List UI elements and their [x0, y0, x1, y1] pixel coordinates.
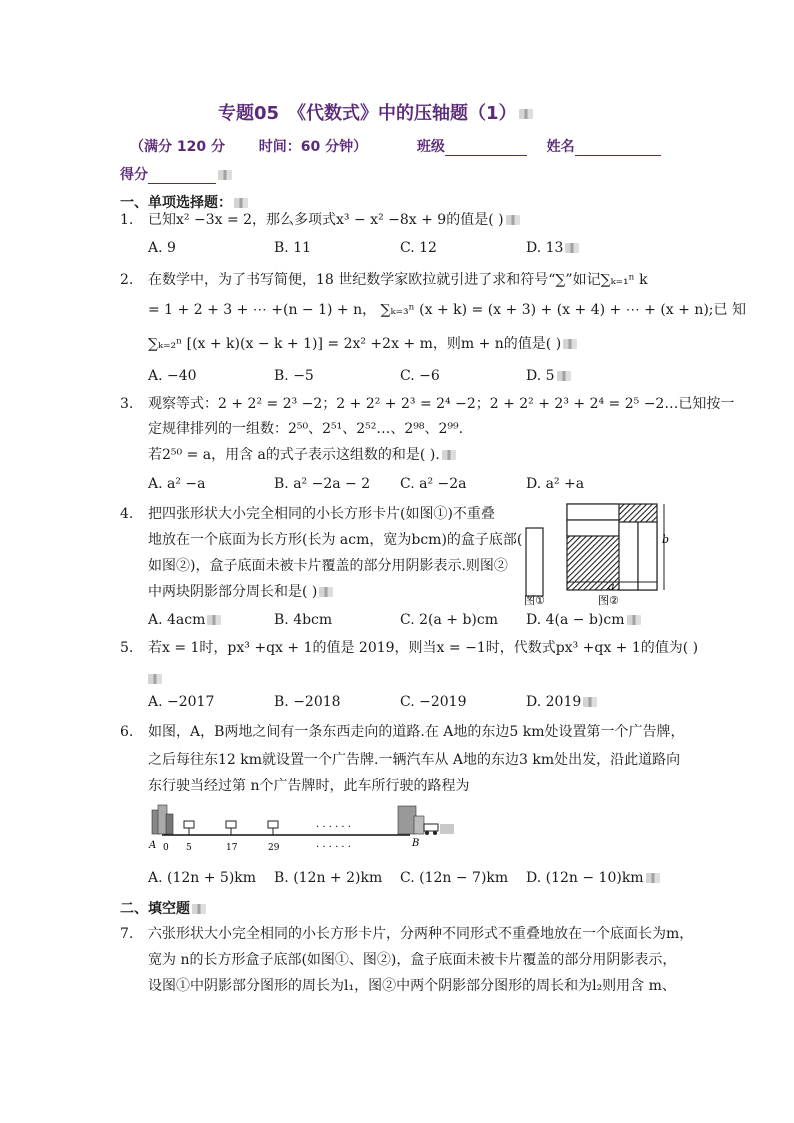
billboard-icon [226, 821, 236, 835]
point-a-label: A [149, 840, 157, 851]
billboard-icon [268, 821, 278, 835]
q1-stem: 已知x² −3x = 2，那么多项式x³ − x² −8x + 9的值是( ) [148, 212, 504, 228]
q3-line3 [148, 447, 456, 463]
q6-option-a[interactable]: A. (12n + 5)km [148, 870, 257, 886]
watermark-icon [563, 339, 577, 349]
q4-line4 [148, 584, 333, 600]
q5-text: 若x = 1时，px³ +qx + 1的值是 2019，则当x = −1时，代数式px³ +qx + 1的值为( ) [148, 640, 699, 656]
q5-mark [146, 668, 162, 687]
q2-option-b[interactable]: B. −5 [274, 368, 314, 384]
q3-line2: 定规律排列的一组数：2⁵⁰、2⁵¹、2⁵²…、2⁹⁸、2⁹⁹. [148, 421, 464, 437]
watermark-icon [218, 170, 232, 180]
tick-0: 0 [163, 843, 169, 853]
section-choice-label: 一、单项选择题： [120, 195, 232, 211]
watermark-icon [442, 450, 456, 460]
title-text: 专题05 《代数式》中的压轴题（1） [218, 103, 517, 124]
q2-option-a[interactable]: A. −40 [148, 368, 197, 384]
q4-option-b[interactable]: B. 4bcm [274, 612, 333, 628]
fig1-card [526, 528, 543, 596]
section-fill-label: 二、填空题 [120, 901, 190, 917]
watermark-icon [319, 587, 333, 597]
q4-line3: 如图②)，盒子底面未被卡片覆盖的部分用阴影表示.则图② [148, 558, 508, 574]
q1-option-d[interactable] [526, 240, 579, 256]
q2-option-d[interactable] [526, 368, 571, 384]
q7-line3: 设图①中阴影部分图形的周长为l₁，图②中两个阴影部分图形的周长和为l₂则用含 m、 [148, 978, 676, 994]
car-icon [424, 824, 438, 835]
grade-row [120, 164, 232, 184]
watermark-icon [440, 824, 454, 834]
fig2-card-top1 [567, 504, 619, 520]
watermark-icon [148, 674, 162, 684]
section-choice [120, 192, 248, 212]
fig2-b-label: b [662, 533, 670, 546]
q4-option-d-label: D. 4(a − b)cm [526, 612, 625, 628]
q6-line3: 东行驶当经过第 n个广告牌时，此车所行驶的路程为 [148, 778, 470, 794]
fig2-card-v2 [638, 522, 657, 590]
q3-option-b[interactable]: B. a² −2a − 2 [274, 476, 371, 492]
tick-29: 29 [268, 843, 280, 853]
q3-option-a[interactable]: A. a² −a [148, 476, 206, 492]
grade-field[interactable] [148, 168, 216, 184]
q2-line3-text: ∑ₖ₌₂ⁿ [(x + k)(x − k + 1)] = 2x² +2x + m，则m + n的值是( ) [148, 336, 562, 352]
fig2-a-label: a [608, 580, 615, 593]
class-label: 班级 [416, 139, 445, 155]
time-limit: 时间：60 分钟） [258, 139, 368, 155]
watermark-icon [583, 697, 597, 707]
fig2-card-top2 [567, 520, 619, 536]
q4-figure [520, 500, 670, 608]
q4-option-c[interactable]: C. 2(a + b)cm [400, 612, 498, 628]
point-b-label: B [412, 838, 420, 849]
class-field[interactable] [445, 140, 527, 156]
full-score: （满分 120 分 [130, 139, 225, 155]
q4-option-a-label: A. 4acm [148, 612, 206, 628]
q5-option-d-label: D. 2019 [526, 694, 582, 710]
page-title [218, 99, 533, 125]
dots-lower: · · · · · · [316, 842, 351, 853]
q4-line1: 把四张形状大小完全相同的小长方形卡片(如图①)不重叠 [148, 506, 495, 522]
section-fill [120, 898, 206, 918]
q4-number: 4. [120, 506, 134, 522]
q6-road-figure [148, 802, 458, 854]
q5-option-c[interactable]: C. −2019 [400, 694, 467, 710]
name-label: 姓名 [546, 139, 575, 155]
tick-5: 5 [186, 843, 192, 853]
q1-option-d-label: D. 13 [526, 240, 564, 256]
grade-label: 得分 [120, 167, 148, 183]
fig2-card-v1 [619, 522, 638, 590]
q1-number: 1. [120, 212, 134, 228]
q4-option-a[interactable] [148, 612, 221, 628]
city-b-icon [398, 806, 424, 834]
q2-option-c[interactable]: C. −6 [400, 368, 440, 384]
fig1-label: 图① [524, 594, 545, 607]
watermark-icon [192, 904, 206, 914]
dots-upper: · · · · · · [316, 822, 351, 833]
watermark-icon [506, 215, 520, 225]
q6-line2: 之后每往东12 km就设置一个广告牌.一辆汽车从 A地的东边3 km处出发，沿此道路向 [148, 752, 681, 768]
q4-line2: 地放在一个底面为长方形(长为 acm，宽为bcm)的盒子底部( [148, 532, 523, 548]
q2-line3 [148, 336, 577, 352]
q5-option-a[interactable]: A. −2017 [148, 694, 215, 710]
watermark-icon [646, 873, 660, 883]
q6-option-d[interactable] [526, 870, 660, 886]
q2-number: 2. [120, 272, 134, 288]
header-row [130, 136, 661, 156]
q6-number: 6. [120, 724, 134, 740]
q1-option-a[interactable]: A. 9 [148, 240, 176, 256]
q2-line1: 在数学中，为了书写简便，18 世纪数学家欧拉就引进了求和符号“∑”如记∑ₖ₌₁ⁿ k [148, 272, 648, 288]
q4-line4-text: 中两块阴影部分周长和是( ) [148, 584, 318, 600]
q1-text [148, 212, 520, 228]
q6-option-c[interactable]: C. (12n − 7)km [400, 870, 509, 886]
q7-line2: 宽为 n的长方形盒子底部(如图①、图②)，盒子底面未被卡片覆盖的部分用阴影表示， [148, 952, 677, 968]
city-a-icon [152, 805, 173, 834]
q5-number: 5. [120, 640, 134, 656]
q5-option-d[interactable] [526, 694, 597, 710]
watermark-icon [627, 615, 641, 625]
q3-line3-text: 若2⁵⁰ = a，用含 a的式子表示这组数的和是( ). [148, 447, 440, 463]
q6-option-b[interactable]: B. (12n + 2)km [274, 870, 383, 886]
q5-option-b[interactable]: B. −2018 [274, 694, 341, 710]
watermark-icon [565, 243, 579, 253]
billboard-icon [184, 821, 194, 835]
q1-option-b[interactable]: B. 11 [274, 240, 312, 256]
q3-option-d[interactable]: D. a² +a [526, 476, 585, 492]
watermark-icon [519, 109, 533, 119]
q7-number: 7. [120, 926, 134, 942]
q3-line1: 观察等式：2 + 2² = 2³ −2；2 + 2² + 2³ = 2⁴ −2；2 + 2² + 2³ + 2⁴ = 2⁵ −2…已知按一 [148, 396, 735, 412]
watermark-icon [557, 371, 571, 381]
fig2-label: 图② [598, 594, 619, 607]
q2-line2: = 1 + 2 + 3 + ⋯ +(n − 1) + n， ∑ₖ₌₃ⁿ (x + k) = (x + 3) + (x + 4) + ⋯ + (x + n);已 知 [148, 302, 746, 318]
q3-number: 3. [120, 396, 134, 412]
q1-option-c[interactable]: C. 12 [400, 240, 437, 256]
q6-line1: 如图，A，B两地之间有一条东西走向的道路.在 A地的东边5 km处设置第一个广告牌， [148, 724, 685, 740]
q3-option-c[interactable]: C. a² −2a [400, 476, 467, 492]
watermark-icon [207, 615, 221, 625]
tick-17: 17 [226, 843, 238, 853]
q6-option-d-label: D. (12n − 10)km [526, 870, 644, 886]
q4-option-d[interactable] [526, 612, 641, 628]
q7-line1: 六张形状大小完全相同的小长方形卡片，分两种不同形式不重叠地放在一个底面长为m， [148, 926, 694, 942]
q2-option-d-label: D. 5 [526, 368, 555, 384]
watermark-icon [234, 198, 248, 208]
name-field[interactable] [575, 140, 661, 156]
